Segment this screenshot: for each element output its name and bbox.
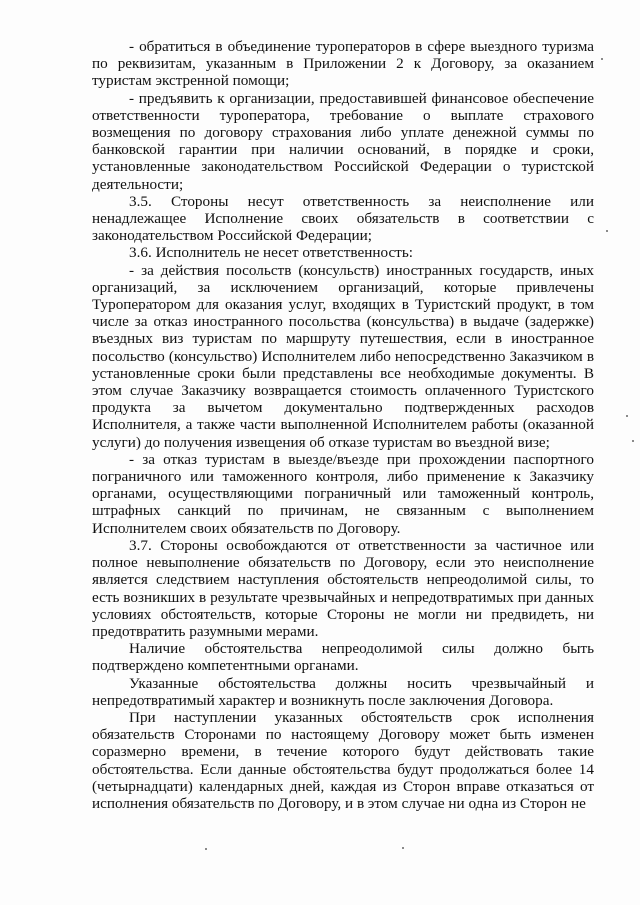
scan-speck [632,440,634,442]
scan-speck [205,848,207,850]
scan-speck [626,415,628,417]
document-body [92,38,594,812]
scan-speck [606,230,608,232]
paragraph-clause-3-7: 3.7. Стороны освобождаются от ответственности за частичное или полное невыполнение обязательств по Договору, если это неисполнение является следствием наступления обстоятельств непреодолимой силы, то есть возникших в результате чрезвычайных и непредотвратимых при данных условиях обстоятельств, которые Стороны не могли ни предвидеть, ни предотвратить разумными мерами. [92,536,594,640]
paragraph-clause-3-6: 3.6. Исполнитель не несет ответственность: [129,244,413,262]
paragraph-clause-3-5: 3.5. Стороны несут ответственность за неисполнение или ненадлежащее Исполнение своих обязательств в соответствии с законодательством Российской Федерации; [92,192,594,245]
paragraph-force-majeure-terms: При наступлении указанных обстоятельств срок исполнения обязательств Сторонами по настоящему Договору может быть изменен соразмерно времени, в течение которого будут действовать такие обстоятельства. Если данные обстоятельства будут продолжаться более 14 (четырнадцати) календарных дней, каждая из Сторон вправе отказаться от исполнения обязательств по Договору, и в этом случае ни одна из Сторон не [92,708,594,812]
paragraph-embassy-actions: - за действия посольств (консульств) иностранных государств, иных организаций, за исключением организаций, которые привлечены Туроператором для оказания услуг, входящих в Туристский продукт, в том числе за отказ иностранного посольства (консульства) в выдаче (задержке) въездных виз туристам по маршруту путешествия, если в иностранное посольство (консульство) Исполнителем либо непосредственно Заказчиком в установленные сроки были представлены все необходимые документы. В этом случае Заказчику возвращается стоимость оплаченного Туристского продукта за вычетом документально подтвержденных расходов Исполнителя, а также части выполненной Исполнителем работы (оказанной услуги) до получения извещения об отказе туристам во въездной визе; [92,261,594,451]
paragraph-financial-guarantee-claim: - предъявить к организации, предоставившей финансовое обеспечение ответственности туроператора, требование о выплате страхового возмещения по договору страхования либо уплате денежной суммы по банковской гарантии при наличии оснований, в порядке и сроки, установленные законодательством Российской Федерации о туристской деятельности; [92,89,594,193]
paragraph-force-majeure-confirmation: Наличие обстоятельства непреодолимой силы должно быть подтверждено компетентными органами. [92,640,594,675]
paragraph-border-control: - за отказ туристам в выезде/въезде при прохождении паспортного пограничного или таможенного контроля, либо применение к Заказчику органами, осуществляющими пограничный или таможенный контроль, штрафных санкций по причинам, не связанным с выполнением Исполнителем своих обязательств по Договору. [92,450,594,537]
scan-speck [402,847,404,849]
scan-speck [601,58,603,60]
paragraph-force-majeure-nature: Указанные обстоятельства должны носить чрезвычайный и непредотвратимый характер и возникнуть после заключения Договора. [92,674,594,709]
paragraph-tour-operators-association: - обратиться в объединение туроператоров в сфере выездного туризма по реквизитам, указанным в Приложении 2 к Договору, за оказанием туристам экстренной помощи; [92,38,594,90]
